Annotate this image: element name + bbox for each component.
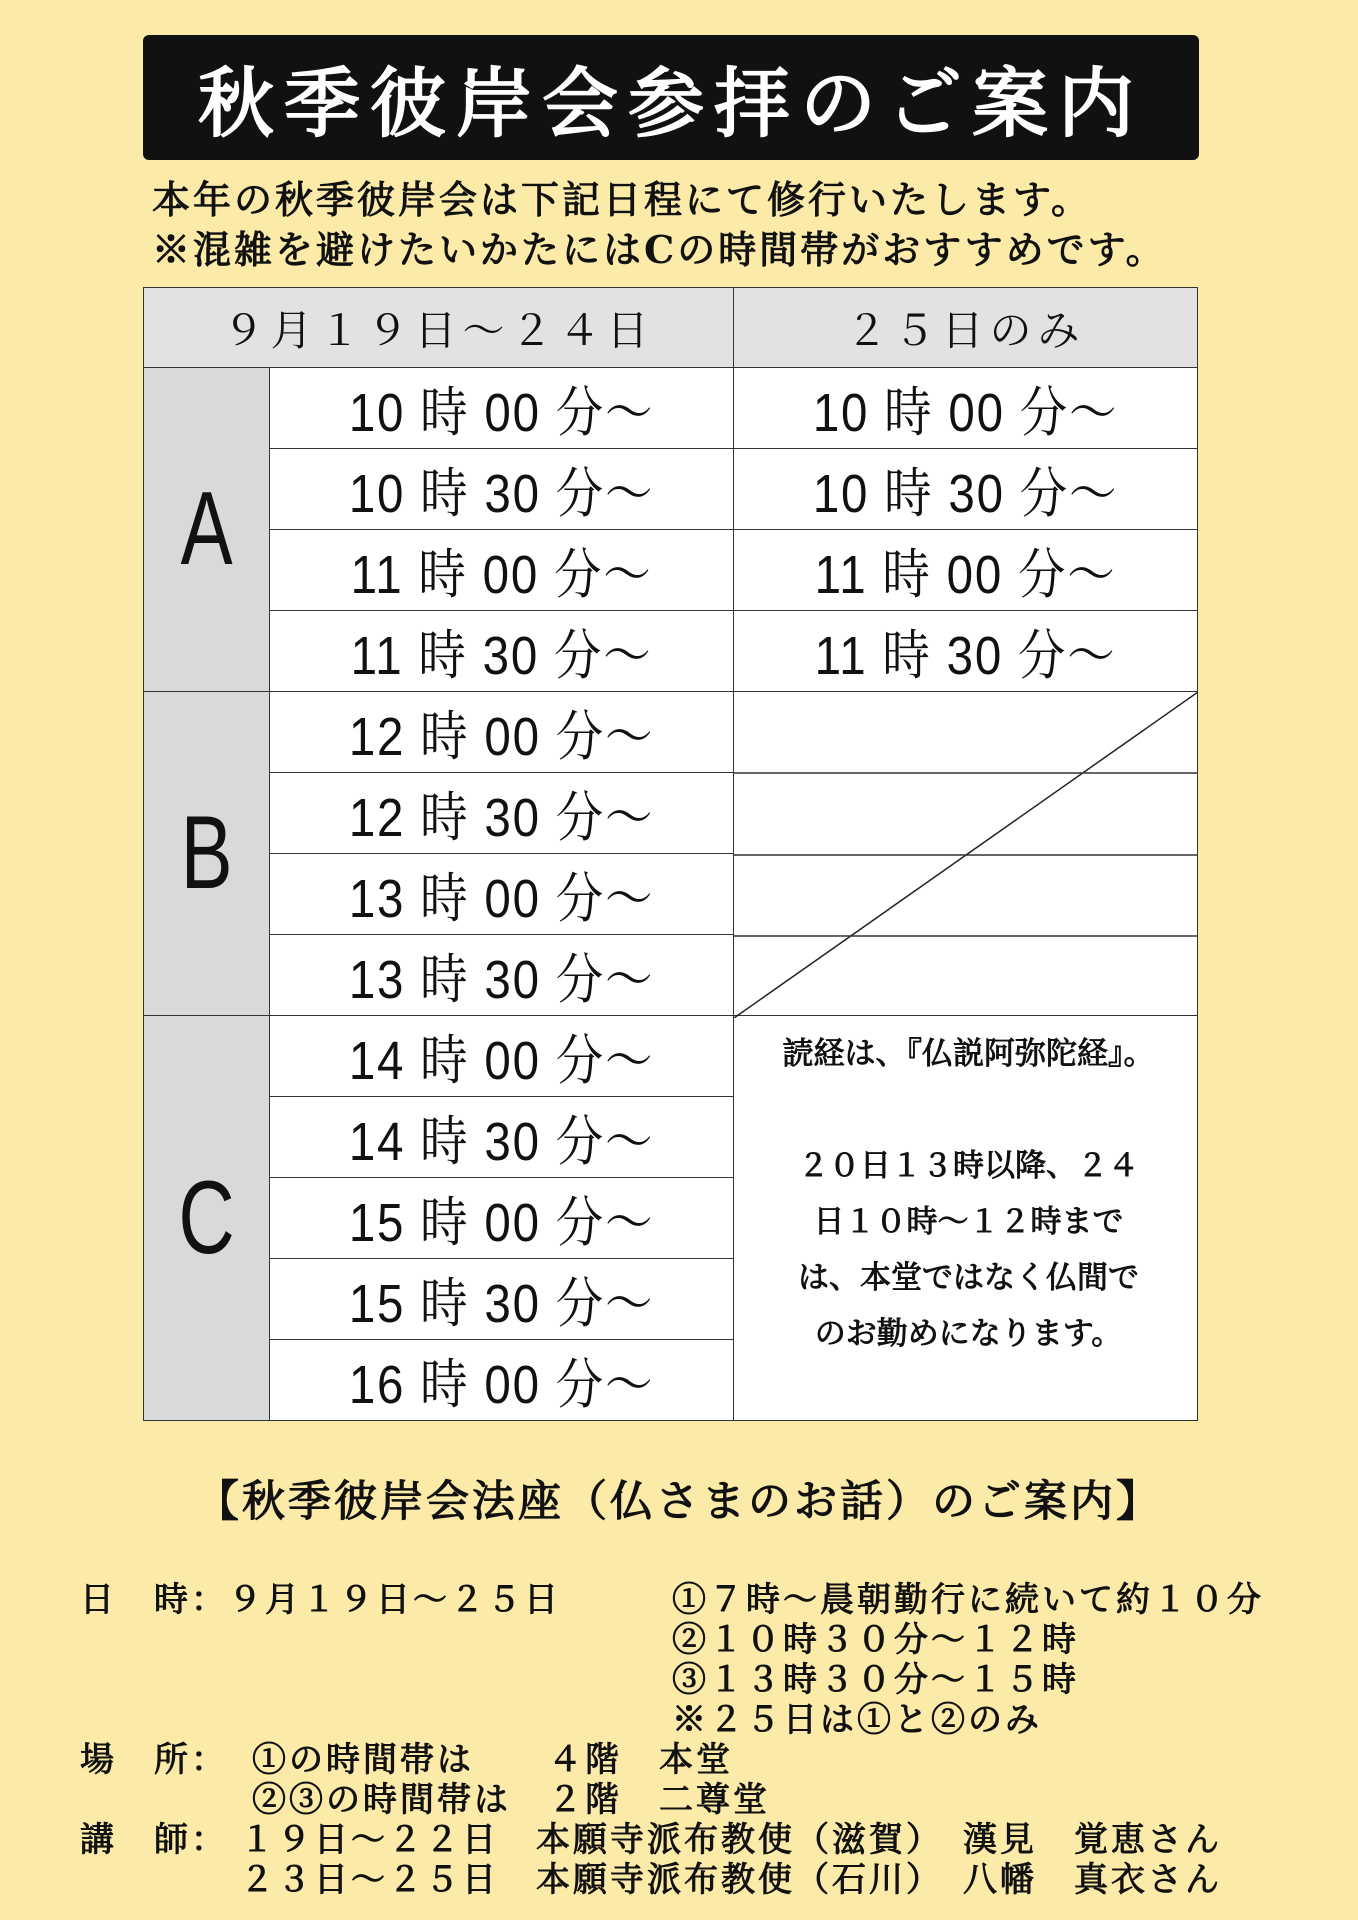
table-row <box>144 692 1198 773</box>
note-line: ２０日１３時以降、２４ <box>798 1148 1139 1184</box>
houza-place-label: 場 所： <box>80 1740 228 1780</box>
houza-lecturer-line: １９日～２２日 本願寺派布教使（滋賀） 漢見 覚恵さん <box>240 1820 1222 1860</box>
notes-cell <box>734 1016 1198 1421</box>
time-slot: 11 時 00 分～ <box>270 530 734 611</box>
time-slot: 14 時 00 分～ <box>270 1016 734 1097</box>
note-line: 日１０時～１２時まで <box>813 1204 1124 1240</box>
table-row <box>144 1016 1198 1097</box>
time-slot: 13 時 30 分～ <box>270 935 734 1016</box>
table-row <box>144 368 1198 449</box>
unavailable-cell <box>734 692 1198 1016</box>
time-slot: 10 時 30 分～ <box>270 449 734 530</box>
diagonal-slash <box>734 692 1198 1018</box>
schedule-table <box>143 287 1198 1421</box>
page-title: 秋季彼岸会参拝のご案内 <box>198 59 1144 148</box>
intro-text <box>152 175 1167 275</box>
group-label-b: B <box>144 692 270 1016</box>
houza-title: 【秋季彼岸会法座（仏さまのお話）のご案内】 <box>196 1477 1162 1527</box>
time-slot: 13 時 00 分～ <box>270 854 734 935</box>
note-line: は、本堂ではなく仏間で <box>798 1260 1139 1296</box>
time-slot: 11 時 30 分～ <box>270 611 734 692</box>
time-slot-25: 11 時 00 分～ <box>734 530 1198 611</box>
group-label-c: C <box>144 1016 270 1421</box>
note-line: のお勤めになります。 <box>814 1316 1123 1352</box>
houza-lecturer-label: 講 師： <box>80 1820 228 1860</box>
intro-line: 本年の秋季彼岸会は下記日程にて修行いたします。 <box>152 177 1092 222</box>
houza-place-line: ②③の時間帯は ２階 二尊堂 <box>252 1780 770 1820</box>
houza-date-item: ①７時～晨朝勤行に続いて約１０分 <box>672 1580 1264 1620</box>
time-slot-25: 10 時 00 分～ <box>734 368 1198 449</box>
table-row <box>144 530 1198 611</box>
time-slot: 10 時 00 分～ <box>270 368 734 449</box>
houza-date-label: 日 時：９月１９日～２５日 <box>80 1580 561 1620</box>
time-slot: 12 時 30 分～ <box>270 773 734 854</box>
houza-lecturer-line: ２３日～２５日 本願寺派布教使（石川） 八幡 真衣さん <box>240 1860 1222 1900</box>
header-25th-only: ２５日のみ <box>734 288 1198 368</box>
time-slot: 15 時 00 分～ <box>270 1178 734 1259</box>
group-label-a: A <box>144 368 270 692</box>
table-row <box>144 611 1198 692</box>
houza-date-item: ②１０時３０分～１２時 <box>672 1620 1079 1660</box>
time-slot: 12 時 00 分～ <box>270 692 734 773</box>
houza-date-item: ※２５日は①と②のみ <box>672 1700 1042 1740</box>
houza-place-line: ①の時間帯は ４階 本堂 <box>252 1740 733 1780</box>
time-slot: 14 時 30 分～ <box>270 1097 734 1178</box>
time-slot: 16 時 00 分～ <box>270 1340 734 1421</box>
sutra-note: 読経は、『仏説阿弥陀経』。 <box>782 1036 1155 1072</box>
intro-line: ※混雑を避けたいかたにはCの時間帯がおすすめです。 <box>152 227 1167 272</box>
time-slot-25: 11 時 30 分～ <box>734 611 1198 692</box>
time-slot-25: 10 時 30 分～ <box>734 449 1198 530</box>
time-slot: 15 時 30 分～ <box>270 1259 734 1340</box>
header-main-dates: ９月１９日～２４日 <box>144 288 734 368</box>
title-banner <box>143 35 1199 160</box>
schedule-header-row <box>144 288 1198 368</box>
table-row <box>144 449 1198 530</box>
houza-date-item: ③１３時３０分～１５時 <box>672 1660 1079 1700</box>
